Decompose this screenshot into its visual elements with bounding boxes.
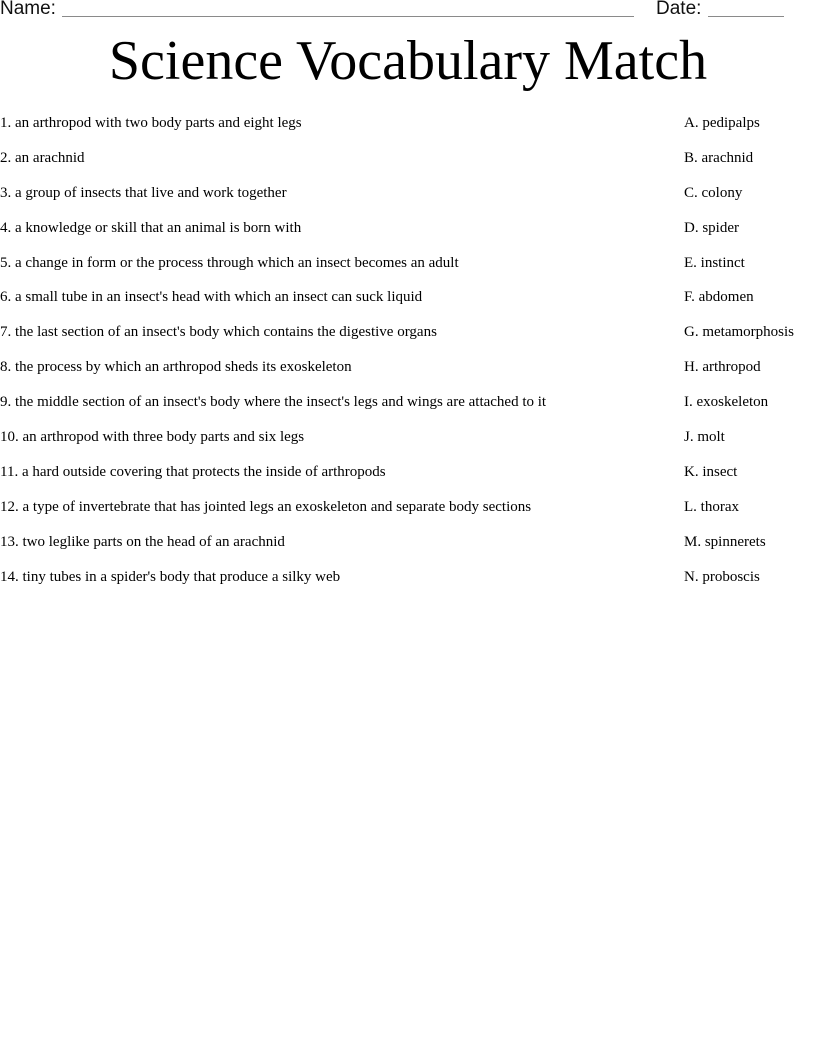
answer-item: I. exoskeleton — [684, 394, 769, 411]
answer-item: F. abdomen — [684, 289, 754, 306]
answer-item: G. metamorphosis — [684, 324, 794, 341]
answer-item: H. arthropod — [684, 359, 761, 376]
clue-item: 9. the middle section of an insect's body where the insect's legs and wings are attached to it — [0, 394, 547, 411]
clue-item: 7. the last section of an insect's body which contains the digestive organs — [0, 324, 437, 341]
clue-item: 8. the process by which an arthropod sheds its exoskeleton — [0, 359, 352, 376]
clue-item: 6. a small tube in an insect's head with which an insect can suck liquid — [0, 289, 423, 306]
answer-item: N. proboscis — [684, 568, 760, 585]
clue-item: 3. a group of insects that live and work together — [0, 184, 287, 201]
clue-list — [0, 112, 680, 600]
clue-item: 5. a change in form or the process through which an insect becomes an adult — [0, 254, 459, 271]
worksheet-header — [0, 0, 816, 24]
answer-item: D. spider — [684, 219, 739, 236]
date-blank-line — [708, 16, 784, 17]
answer-item: M. spinnerets — [684, 533, 766, 550]
name-blank-line — [62, 16, 634, 17]
answer-list — [684, 112, 816, 600]
clue-item: 10. an arthropod with three body parts and six legs — [0, 429, 305, 446]
page-title: Science Vocabulary Match — [108, 30, 708, 92]
answer-item: L. thorax — [684, 498, 739, 515]
answer-item: A. pedipalps — [684, 115, 760, 131]
answer-item: J. molt — [684, 429, 725, 446]
answer-item: C. colony — [684, 184, 743, 201]
clue-item: 12. a type of invertebrate that has jointed legs an exoskeleton and separate body sections — [0, 498, 532, 515]
clue-item: 11. a hard outside covering that protects the inside of arthropods — [0, 463, 386, 480]
answer-item: K. insect — [684, 463, 738, 480]
answer-item: E. instinct — [684, 254, 745, 271]
clue-item: 4. a knowledge or skill that an animal is born with — [0, 219, 302, 236]
name-label: Name: — [0, 0, 56, 19]
date-label: Date: — [656, 0, 702, 19]
answer-item: B. arachnid — [684, 149, 754, 166]
clue-item: 14. tiny tubes in a spider's body that produce a silky web — [0, 568, 341, 585]
clue-item: 13. two leglike parts on the head of an arachnid — [0, 533, 285, 550]
clue-item: 2. an arachnid — [0, 149, 85, 166]
clue-item: 1. an arthropod with two body parts and eight legs — [0, 115, 302, 131]
